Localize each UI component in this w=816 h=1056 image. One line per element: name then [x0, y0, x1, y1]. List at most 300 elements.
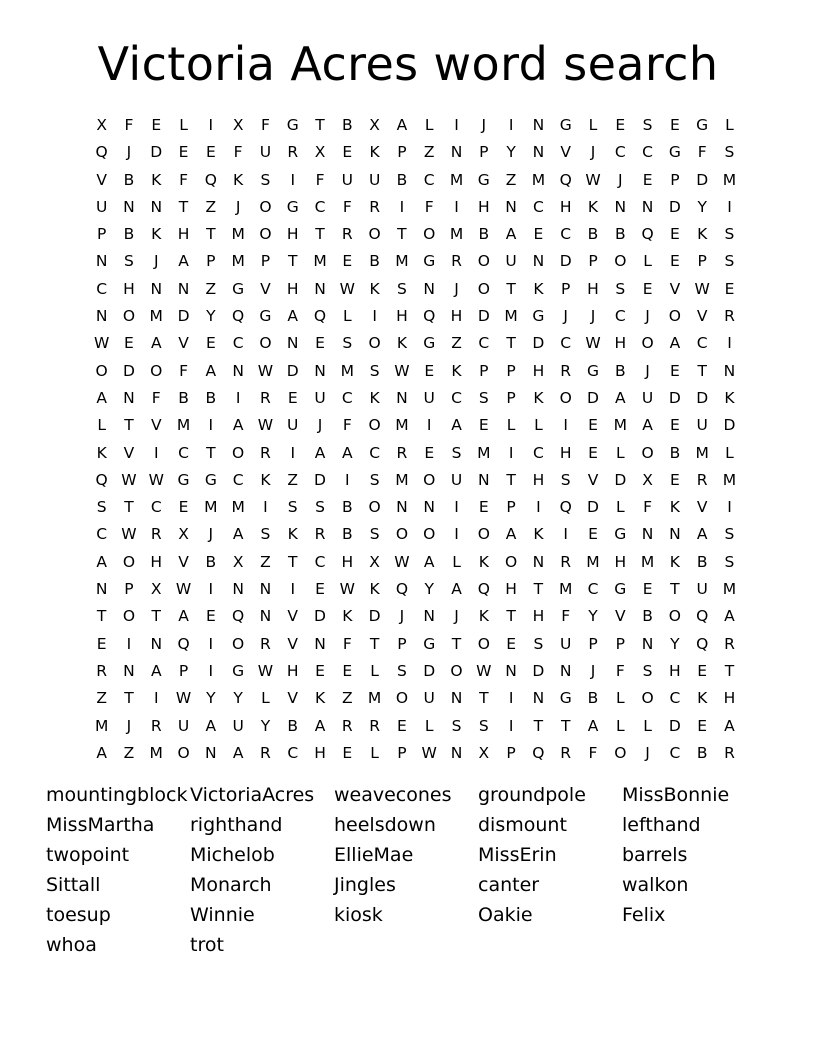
grid-cell[interactable]: R: [260, 443, 271, 462]
grid-cell[interactable]: D: [668, 197, 681, 216]
grid-cell[interactable]: S: [369, 361, 380, 380]
grid-cell[interactable]: B: [614, 225, 626, 244]
grid-cell[interactable]: V: [560, 143, 571, 162]
grid-cell[interactable]: E: [205, 607, 216, 626]
grid-cell[interactable]: O: [232, 443, 245, 462]
grid-cell[interactable]: D: [559, 252, 572, 271]
grid-cell[interactable]: P: [124, 580, 134, 599]
grid-cell[interactable]: M: [367, 689, 382, 708]
grid-cell[interactable]: V: [178, 552, 189, 571]
grid-cell[interactable]: Y: [697, 197, 707, 216]
grid-cell[interactable]: O: [177, 743, 190, 762]
grid-cell[interactable]: B: [587, 225, 599, 244]
grid-cell[interactable]: O: [150, 361, 163, 380]
grid-cell[interactable]: O: [368, 334, 381, 353]
grid-cell[interactable]: P: [506, 498, 516, 517]
grid-cell[interactable]: V: [260, 279, 271, 298]
grid-cell[interactable]: X: [369, 552, 380, 571]
grid-cell[interactable]: V: [696, 498, 708, 517]
grid-cell[interactable]: Q: [313, 307, 327, 326]
grid-cell[interactable]: U: [450, 470, 463, 489]
grid-cell[interactable]: D: [314, 607, 326, 626]
grid-cell[interactable]: L: [588, 116, 598, 134]
grid-cell[interactable]: O: [641, 689, 654, 708]
grid-cell[interactable]: N: [559, 661, 572, 680]
grid-cell[interactable]: G: [532, 307, 545, 326]
grid-cell[interactable]: V: [287, 634, 299, 653]
grid-cell[interactable]: Q: [696, 607, 709, 626]
grid-cell[interactable]: S: [124, 252, 134, 271]
grid-cell[interactable]: L: [725, 116, 734, 134]
grid-cell[interactable]: L: [506, 416, 516, 435]
grid-cell[interactable]: I: [563, 416, 568, 435]
grid-cell[interactable]: K: [533, 279, 544, 298]
grid-cell[interactable]: S: [724, 225, 735, 244]
grid-cell[interactable]: K: [533, 388, 544, 407]
grid-cell[interactable]: A: [724, 716, 735, 735]
grid-cell[interactable]: H: [723, 689, 736, 708]
grid-cell[interactable]: K: [233, 170, 244, 189]
grid-cell[interactable]: P: [479, 143, 489, 162]
grid-cell[interactable]: P: [506, 388, 516, 407]
grid-cell[interactable]: D: [314, 470, 326, 489]
grid-cell[interactable]: M: [149, 743, 163, 762]
grid-cell[interactable]: U: [696, 580, 708, 599]
grid-cell[interactable]: C: [532, 443, 544, 462]
grid-cell[interactable]: I: [208, 416, 214, 435]
grid-cell[interactable]: R: [696, 470, 708, 489]
grid-cell[interactable]: D: [368, 607, 381, 626]
grid-cell[interactable]: L: [370, 661, 379, 680]
grid-cell[interactable]: T: [287, 552, 298, 571]
word-list-item[interactable]: twopoint: [46, 844, 130, 866]
grid-cell[interactable]: K: [314, 689, 326, 708]
word-list-item[interactable]: Sittall: [46, 874, 101, 896]
grid-cell[interactable]: J: [645, 361, 650, 380]
grid-cell[interactable]: X: [150, 580, 162, 599]
grid-cell[interactable]: O: [559, 388, 572, 407]
grid-cell[interactable]: W: [585, 170, 601, 189]
grid-cell[interactable]: Y: [670, 634, 680, 653]
grid-cell[interactable]: O: [614, 743, 627, 762]
grid-cell[interactable]: J: [454, 279, 459, 298]
grid-cell[interactable]: J: [235, 197, 241, 216]
grid-cell[interactable]: N: [177, 279, 190, 298]
grid-cell[interactable]: A: [205, 716, 217, 735]
grid-cell[interactable]: O: [641, 334, 654, 353]
grid-cell[interactable]: H: [477, 197, 490, 216]
grid-cell[interactable]: M: [231, 225, 245, 244]
grid-cell[interactable]: L: [615, 498, 625, 517]
grid-cell[interactable]: O: [232, 634, 245, 653]
grid-cell[interactable]: L: [643, 252, 652, 271]
word-list-item[interactable]: Michelob: [190, 844, 275, 866]
grid-cell[interactable]: S: [478, 388, 489, 407]
grid-cell[interactable]: T: [178, 197, 189, 216]
grid-cell[interactable]: Q: [559, 170, 572, 189]
grid-cell[interactable]: D: [532, 661, 545, 680]
word-list-item[interactable]: righthand: [190, 814, 283, 836]
grid-cell[interactable]: M: [231, 252, 245, 271]
grid-cell[interactable]: O: [122, 607, 136, 626]
grid-cell[interactable]: X: [642, 470, 653, 489]
grid-cell[interactable]: F: [342, 197, 352, 216]
grid-cell[interactable]: O: [614, 252, 627, 271]
grid-cell[interactable]: A: [96, 552, 107, 571]
grid-cell[interactable]: Z: [505, 170, 517, 189]
grid-cell[interactable]: I: [290, 580, 296, 599]
grid-cell[interactable]: R: [96, 661, 108, 680]
grid-cell[interactable]: K: [697, 689, 708, 708]
grid-cell[interactable]: N: [532, 143, 545, 162]
grid-cell[interactable]: E: [178, 498, 189, 517]
grid-cell[interactable]: T: [206, 225, 216, 244]
grid-cell[interactable]: O: [368, 416, 381, 435]
grid-cell[interactable]: C: [560, 334, 572, 353]
grid-cell[interactable]: H: [669, 661, 681, 680]
grid-cell[interactable]: H: [341, 552, 354, 571]
grid-cell[interactable]: L: [452, 552, 461, 571]
grid-cell[interactable]: G: [423, 252, 436, 271]
grid-cell[interactable]: M: [640, 552, 655, 571]
grid-cell[interactable]: B: [696, 743, 708, 762]
grid-cell[interactable]: P: [397, 143, 407, 162]
grid-cell[interactable]: P: [697, 252, 707, 271]
grid-cell[interactable]: K: [478, 552, 489, 571]
grid-cell[interactable]: T: [506, 279, 516, 298]
grid-cell[interactable]: E: [669, 416, 680, 435]
grid-cell[interactable]: P: [96, 225, 107, 244]
grid-cell[interactable]: K: [369, 279, 380, 298]
grid-cell[interactable]: B: [478, 225, 490, 244]
grid-cell[interactable]: P: [506, 743, 516, 762]
grid-cell[interactable]: S: [642, 116, 653, 134]
grid-cell[interactable]: F: [588, 743, 598, 762]
grid-cell[interactable]: J: [399, 607, 405, 626]
grid-cell[interactable]: E: [669, 252, 680, 271]
grid-cell[interactable]: H: [150, 552, 163, 571]
grid-cell[interactable]: K: [669, 498, 680, 517]
grid-cell[interactable]: S: [96, 498, 107, 517]
grid-cell[interactable]: O: [423, 225, 436, 244]
grid-cell[interactable]: E: [342, 661, 353, 680]
grid-cell[interactable]: N: [450, 143, 463, 162]
grid-cell[interactable]: N: [423, 607, 436, 626]
grid-cell[interactable]: M: [94, 716, 109, 735]
grid-cell[interactable]: N: [259, 607, 272, 626]
grid-cell[interactable]: I: [536, 498, 541, 517]
grid-cell[interactable]: B: [205, 388, 217, 407]
grid-cell[interactable]: V: [669, 279, 681, 298]
grid-cell[interactable]: C: [96, 279, 108, 298]
grid-cell[interactable]: E: [315, 580, 325, 599]
grid-cell[interactable]: I: [454, 498, 459, 517]
grid-cell[interactable]: P: [178, 661, 189, 680]
grid-cell[interactable]: R: [369, 716, 380, 735]
grid-cell[interactable]: V: [696, 307, 708, 326]
grid-cell[interactable]: T: [479, 689, 489, 708]
grid-cell[interactable]: Y: [260, 716, 271, 735]
grid-cell[interactable]: K: [396, 334, 407, 353]
grid-cell[interactable]: E: [397, 716, 407, 735]
grid-cell[interactable]: V: [287, 689, 299, 708]
grid-cell[interactable]: N: [505, 197, 517, 216]
grid-cell[interactable]: N: [95, 307, 108, 326]
grid-cell[interactable]: D: [286, 361, 299, 380]
grid-cell[interactable]: J: [126, 716, 132, 735]
grid-cell[interactable]: E: [588, 416, 598, 435]
word-list-item[interactable]: kiosk: [334, 904, 383, 926]
grid-cell[interactable]: S: [724, 252, 735, 271]
grid-cell[interactable]: K: [96, 443, 107, 462]
grid-cell[interactable]: S: [342, 334, 353, 353]
grid-cell[interactable]: M: [176, 416, 191, 435]
grid-cell[interactable]: K: [369, 388, 380, 407]
grid-cell[interactable]: A: [150, 334, 162, 353]
grid-cell[interactable]: L: [643, 716, 652, 735]
grid-cell[interactable]: Q: [477, 580, 490, 599]
grid-cell[interactable]: N: [532, 252, 545, 271]
grid-cell[interactable]: S: [287, 498, 298, 517]
grid-cell[interactable]: N: [95, 252, 108, 271]
grid-cell[interactable]: I: [208, 661, 214, 680]
grid-cell[interactable]: K: [587, 197, 599, 216]
grid-cell[interactable]: J: [590, 661, 596, 680]
grid-cell[interactable]: N: [150, 634, 163, 653]
grid-cell[interactable]: A: [178, 252, 189, 271]
grid-cell[interactable]: B: [287, 716, 299, 735]
grid-cell[interactable]: W: [257, 661, 274, 680]
grid-cell[interactable]: N: [450, 743, 463, 762]
grid-cell[interactable]: P: [479, 361, 489, 380]
grid-cell[interactable]: R: [150, 525, 162, 544]
grid-cell[interactable]: B: [178, 388, 189, 407]
grid-cell[interactable]: R: [287, 143, 299, 162]
grid-cell[interactable]: W: [339, 580, 355, 599]
grid-cell[interactable]: I: [126, 634, 132, 653]
grid-cell[interactable]: S: [724, 552, 735, 571]
grid-cell[interactable]: F: [315, 170, 325, 189]
grid-cell[interactable]: X: [232, 116, 244, 134]
grid-cell[interactable]: F: [643, 498, 653, 517]
word-list-item[interactable]: weavecones: [334, 784, 452, 806]
grid-cell[interactable]: S: [533, 634, 544, 653]
grid-cell[interactable]: H: [532, 470, 545, 489]
grid-cell[interactable]: G: [286, 116, 299, 134]
grid-cell[interactable]: E: [724, 279, 735, 298]
grid-cell[interactable]: S: [642, 661, 653, 680]
grid-cell[interactable]: I: [345, 470, 350, 489]
word-list-item[interactable]: whoa: [46, 934, 97, 956]
grid-cell[interactable]: U: [641, 388, 654, 407]
grid-cell[interactable]: O: [423, 470, 436, 489]
grid-cell[interactable]: R: [260, 388, 271, 407]
grid-cell[interactable]: R: [150, 716, 162, 735]
grid-cell[interactable]: J: [317, 416, 323, 435]
grid-cell[interactable]: X: [178, 525, 189, 544]
grid-cell[interactable]: Y: [424, 580, 434, 599]
grid-cell[interactable]: W: [339, 279, 355, 298]
grid-cell[interactable]: F: [179, 361, 188, 380]
grid-cell[interactable]: Z: [342, 689, 353, 708]
grid-cell[interactable]: T: [670, 580, 680, 599]
grid-cell[interactable]: N: [259, 580, 272, 599]
grid-cell[interactable]: K: [369, 143, 380, 162]
grid-cell[interactable]: A: [96, 388, 107, 407]
grid-cell[interactable]: E: [506, 634, 516, 653]
grid-cell[interactable]: M: [504, 307, 518, 326]
grid-cell[interactable]: I: [208, 116, 214, 134]
word-list-item[interactable]: EllieMae: [334, 844, 414, 866]
grid-cell[interactable]: Y: [206, 307, 216, 326]
grid-cell[interactable]: O: [395, 689, 409, 708]
grid-cell[interactable]: X: [314, 143, 326, 162]
grid-cell[interactable]: I: [208, 580, 214, 599]
grid-cell[interactable]: H: [286, 661, 299, 680]
grid-cell[interactable]: Z: [260, 552, 271, 571]
grid-cell[interactable]: W: [585, 334, 601, 353]
grid-cell[interactable]: P: [260, 252, 271, 271]
grid-cell[interactable]: F: [179, 170, 188, 189]
grid-cell[interactable]: O: [477, 634, 490, 653]
grid-cell[interactable]: F: [124, 116, 134, 134]
grid-cell[interactable]: B: [396, 170, 408, 189]
grid-cell[interactable]: L: [615, 716, 625, 735]
grid-cell[interactable]: P: [670, 170, 680, 189]
word-list-item[interactable]: MissErin: [478, 844, 557, 866]
grid-cell[interactable]: H: [532, 361, 545, 380]
grid-cell[interactable]: R: [314, 525, 326, 544]
grid-cell[interactable]: E: [697, 716, 708, 735]
grid-cell[interactable]: D: [668, 388, 681, 407]
grid-cell[interactable]: A: [342, 443, 353, 462]
grid-cell[interactable]: U: [177, 716, 190, 735]
grid-cell[interactable]: E: [342, 252, 353, 271]
grid-cell[interactable]: A: [396, 116, 408, 134]
word-list-item[interactable]: mountingblock: [46, 784, 188, 806]
grid-cell[interactable]: W: [257, 361, 274, 380]
grid-cell[interactable]: B: [205, 552, 217, 571]
grid-cell[interactable]: K: [151, 225, 162, 244]
grid-cell[interactable]: O: [477, 279, 490, 298]
grid-cell[interactable]: J: [208, 525, 214, 544]
grid-cell[interactable]: F: [424, 197, 434, 216]
grid-cell[interactable]: B: [587, 689, 599, 708]
word-list-item[interactable]: trot: [190, 934, 224, 956]
grid-cell[interactable]: N: [641, 525, 654, 544]
grid-cell[interactable]: L: [424, 716, 434, 735]
grid-cell[interactable]: A: [642, 416, 653, 435]
grid-cell[interactable]: O: [641, 443, 654, 462]
grid-cell[interactable]: M: [449, 170, 464, 189]
grid-cell[interactable]: T: [287, 252, 298, 271]
word-list-item[interactable]: MissMartha: [46, 814, 155, 836]
grid-cell[interactable]: I: [508, 116, 514, 134]
grid-cell[interactable]: T: [533, 716, 544, 735]
grid-cell[interactable]: N: [232, 361, 244, 380]
grid-cell[interactable]: H: [123, 279, 135, 298]
grid-cell[interactable]: C: [96, 525, 108, 544]
grid-cell[interactable]: W: [121, 470, 137, 489]
grid-cell[interactable]: C: [669, 689, 681, 708]
grid-cell[interactable]: S: [451, 716, 462, 735]
grid-cell[interactable]: W: [148, 470, 164, 489]
grid-cell[interactable]: H: [587, 279, 599, 298]
grid-cell[interactable]: B: [123, 170, 135, 189]
grid-cell[interactable]: C: [423, 170, 435, 189]
grid-cell[interactable]: O: [423, 525, 436, 544]
grid-cell[interactable]: B: [123, 225, 135, 244]
grid-cell[interactable]: P: [615, 634, 625, 653]
grid-cell[interactable]: A: [614, 388, 626, 407]
grid-cell[interactable]: U: [423, 689, 435, 708]
word-list-item[interactable]: toesup: [46, 904, 111, 926]
grid-cell[interactable]: P: [588, 252, 598, 271]
word-list-item[interactable]: walkon: [622, 874, 689, 896]
grid-cell[interactable]: D: [177, 307, 190, 326]
grid-cell[interactable]: V: [178, 334, 189, 353]
grid-cell[interactable]: C: [642, 143, 653, 162]
grid-cell[interactable]: A: [451, 416, 462, 435]
grid-cell[interactable]: C: [341, 388, 353, 407]
grid-cell[interactable]: J: [481, 116, 487, 134]
grid-cell[interactable]: Q: [232, 307, 245, 326]
grid-cell[interactable]: N: [478, 470, 490, 489]
grid-cell[interactable]: A: [505, 525, 517, 544]
grid-cell[interactable]: Y: [506, 143, 516, 162]
grid-cell[interactable]: A: [423, 552, 435, 571]
grid-cell[interactable]: N: [532, 552, 545, 571]
grid-cell[interactable]: R: [724, 634, 735, 653]
grid-cell[interactable]: F: [342, 634, 352, 653]
grid-cell[interactable]: D: [122, 361, 135, 380]
grid-cell[interactable]: N: [423, 279, 436, 298]
grid-cell[interactable]: J: [590, 307, 596, 326]
grid-cell[interactable]: D: [150, 143, 163, 162]
grid-cell[interactable]: H: [614, 334, 627, 353]
grid-cell[interactable]: L: [534, 416, 543, 435]
grid-cell[interactable]: M: [395, 252, 409, 271]
grid-cell[interactable]: U: [505, 252, 517, 271]
grid-cell[interactable]: C: [369, 443, 381, 462]
grid-cell[interactable]: X: [478, 743, 490, 762]
grid-cell[interactable]: E: [151, 116, 162, 134]
grid-cell[interactable]: N: [505, 661, 517, 680]
grid-cell[interactable]: K: [369, 580, 380, 599]
grid-cell[interactable]: E: [642, 279, 653, 298]
grid-cell[interactable]: E: [424, 361, 435, 380]
grid-cell[interactable]: H: [614, 552, 627, 571]
grid-cell[interactable]: R: [260, 743, 271, 762]
grid-cell[interactable]: N: [641, 197, 654, 216]
grid-cell[interactable]: O: [477, 525, 490, 544]
grid-cell[interactable]: Z: [205, 279, 217, 298]
grid-cell[interactable]: H: [559, 197, 572, 216]
grid-cell[interactable]: L: [725, 443, 734, 462]
grid-cell[interactable]: F: [342, 416, 352, 435]
grid-cell[interactable]: F: [697, 143, 707, 162]
grid-cell[interactable]: K: [151, 170, 162, 189]
grid-cell[interactable]: U: [696, 416, 708, 435]
grid-cell[interactable]: N: [232, 580, 244, 599]
grid-cell[interactable]: P: [588, 634, 598, 653]
grid-cell[interactable]: O: [668, 307, 681, 326]
grid-cell[interactable]: W: [476, 661, 492, 680]
word-list-item[interactable]: MissBonnie: [622, 784, 730, 806]
grid-cell[interactable]: T: [506, 334, 516, 353]
grid-cell[interactable]: W: [121, 525, 137, 544]
word-list-item[interactable]: groundpole: [478, 784, 586, 806]
